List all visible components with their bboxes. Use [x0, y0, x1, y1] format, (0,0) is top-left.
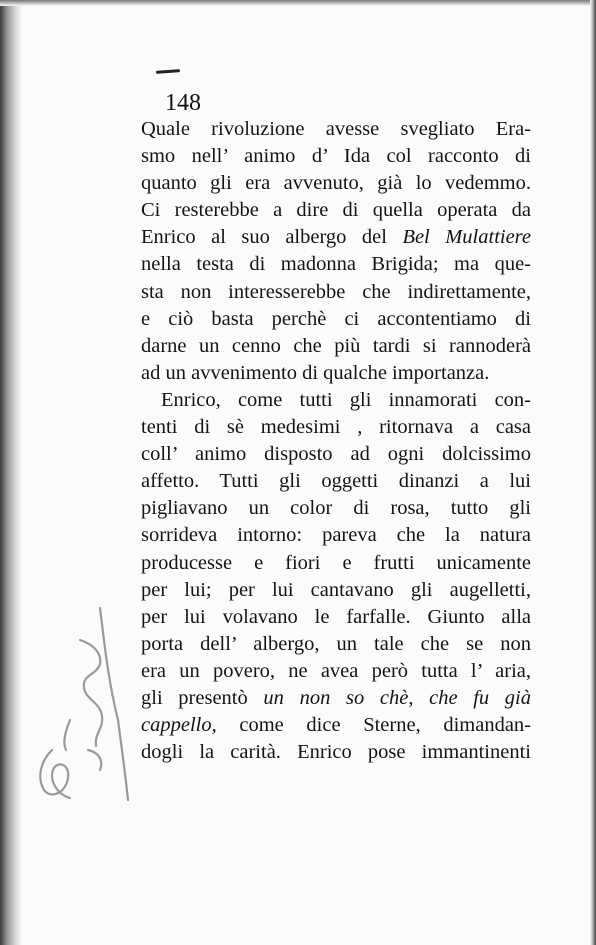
text-line	[141, 224, 531, 251]
text-line	[141, 658, 531, 685]
text-segment: era un povero, ne avea però tutta l’ aria,	[141, 659, 531, 682]
text-segment: sorrideva intorno: pareva che la natura	[141, 524, 531, 547]
text-segment: smo nell’ animo d’ Ida col racconto di	[141, 145, 531, 168]
text-line	[141, 251, 531, 278]
text-line	[141, 550, 531, 577]
text-segment: gli presentò	[141, 686, 264, 709]
text-line	[141, 414, 531, 441]
text-segment: per lui volavano le farfalle. Giunto alla	[141, 605, 531, 628]
text-line	[141, 306, 531, 333]
binding-gutter	[0, 0, 22, 945]
text-line	[141, 441, 531, 468]
text-segment: affetto. Tutti gli oggetti dinanzi a lui	[141, 470, 531, 493]
text-line	[141, 631, 531, 658]
text-line	[141, 468, 531, 495]
text-line	[141, 360, 531, 387]
text-segment: per lui; per lui cantavano gli augelletti,	[141, 578, 531, 601]
text-line	[141, 333, 531, 360]
text-line	[141, 387, 531, 414]
text-segment: porta dell’ albergo, un tale che se non	[141, 632, 531, 655]
text-line	[141, 197, 531, 224]
text-segment: sta non interesserebbe che indirettamente,	[141, 280, 531, 303]
text-segment: coll’ animo disposto ad ogni dolcissimo	[141, 443, 531, 466]
text-segment: ,	[408, 686, 430, 709]
ink-mark	[156, 69, 180, 74]
text-segment: producesse e fiori e frutti unicamente	[141, 551, 531, 574]
text-segment: darne un cenno che più tardi si rannoderà	[141, 334, 531, 357]
text-segment: nella testa di madonna Brigida; ma que-	[141, 253, 531, 276]
italic-text: cappello	[141, 714, 212, 737]
text-segment: pigliavano un color di rosa, tutto gli	[141, 497, 531, 520]
text-segment: Ci resterebbe a dire di quella operata da	[141, 199, 531, 222]
text-line	[141, 685, 531, 712]
text-line	[141, 495, 531, 522]
page-right-edge	[590, 0, 596, 945]
text-line	[141, 577, 531, 604]
pencil-marginalia	[22, 600, 132, 830]
text-line	[141, 279, 531, 306]
text-line	[141, 116, 531, 143]
text-line	[141, 170, 531, 197]
text-segment: Quale rivoluzione avesse svegliato Era-	[141, 118, 531, 140]
text-line	[141, 604, 531, 631]
body-text	[141, 116, 531, 766]
text-segment: tenti di sè medesimi , ritornava a casa	[141, 416, 531, 439]
italic-text: Bel Mulattiere	[402, 226, 532, 249]
italic-text: che fu già	[429, 686, 531, 709]
italic-text: un non so chè	[263, 686, 409, 709]
text-line	[141, 143, 531, 170]
text-line	[141, 739, 531, 766]
text-segment: Enrico, come tutti gli innamorati con-	[161, 388, 531, 411]
text-segment: quanto gli era avvenuto, già lo vedemmo.	[141, 172, 531, 195]
text-segment: , come dice Sterne, dimandan-	[211, 714, 531, 737]
text-line	[141, 712, 531, 739]
text-segment: dogli la carità. Enrico pose immantinenti	[141, 741, 531, 764]
text-segment: e ciò basta perchè ci accontentiamo di	[141, 307, 531, 330]
page-top-edge	[0, 0, 596, 6]
page-number: 148	[165, 90, 201, 116]
text-segment: Enrico al suo albergo del	[141, 226, 403, 249]
text-segment: ad un avvenimento di qualche importanza.	[141, 361, 490, 384]
text-line	[141, 522, 531, 549]
